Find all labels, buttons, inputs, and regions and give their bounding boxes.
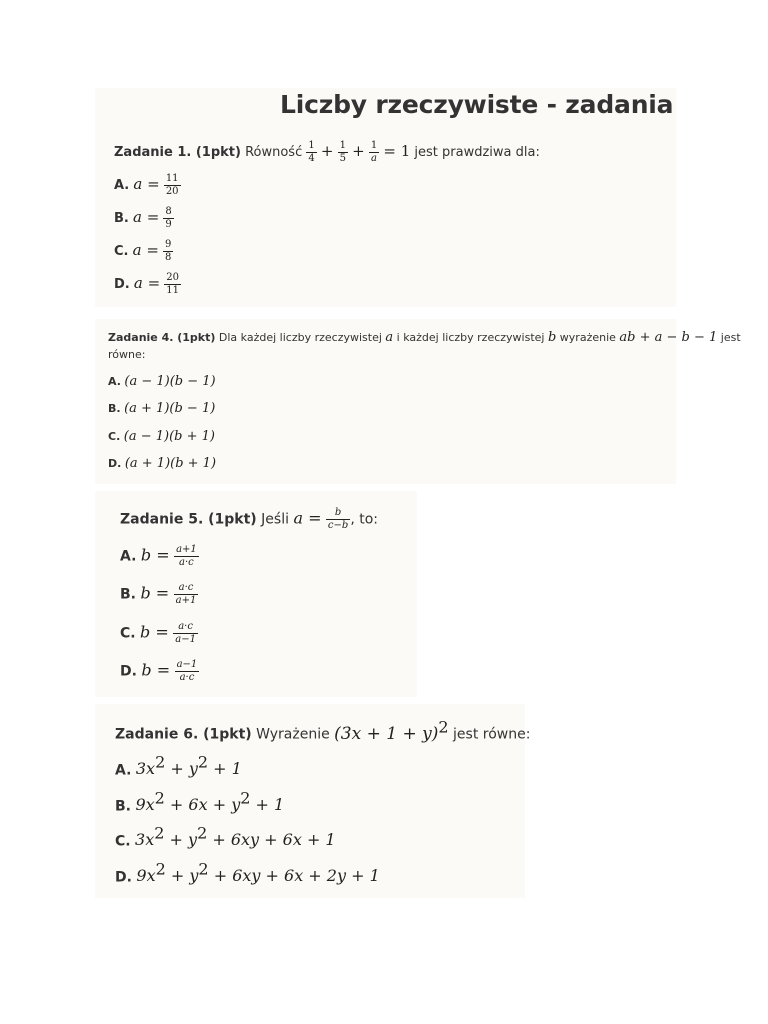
- task-6-question: Zadanie 6. (1pkt) Wyrażenie $(3x + 1 + y)^2$ jest równe:: [115, 717, 531, 744]
- task-5-option-a: A. b = $\frac{a+1}{a\cdot c}$: [120, 544, 197, 568]
- task-1-text-before: Równość: [245, 145, 303, 160]
- task-6-option-a: A. $3x^2 + y^2 + 1$: [115, 753, 242, 779]
- task-4-option-a: A. (a − 1)(b − 1): [108, 374, 216, 389]
- task-4-option-c: C. (a − 1)(b + 1): [108, 429, 215, 444]
- task-1-option-b: B. a = $\frac{8}{9}$: [114, 206, 172, 230]
- task-4-option-d: D. (a + 1)(b + 1): [108, 456, 217, 471]
- task-card-4: [95, 319, 741, 484]
- task-card-6: [95, 704, 531, 898]
- eq-frac3-den: a: [371, 153, 378, 164]
- page-title: Liczby rzeczywiste - zadania: [280, 90, 674, 119]
- task-6-option-d: D. $9x^2 + y^2 + 6xy + 6x + 2y + 1$: [115, 860, 380, 886]
- eq-frac1-den: 4: [308, 153, 315, 164]
- task-5-label: Zadanie 5. (1pkt): [120, 511, 257, 528]
- eq-plus1: +: [320, 142, 334, 160]
- eq-frac3-num: 1: [370, 140, 378, 151]
- task-6-option-c: C. $3x^2 + y^2 + 6xy + 6x + 1$: [115, 824, 336, 850]
- task-4-option-b: B. (a + 1)(b − 1): [108, 401, 216, 416]
- eq-frac1-num: 1: [308, 140, 315, 151]
- task-4-question-line1: Zadanie 4. (1pkt) Dla każdej liczby rzeczywistej a i każdej liczby rzeczywistej b wyrażenie ab + a − b − 1 jest: [108, 330, 741, 345]
- task-5-option-c: C. b = $\frac{a\cdot c}{a-1}$: [120, 621, 196, 645]
- task-card-1: [95, 88, 676, 307]
- eq-plus2: +: [352, 142, 365, 160]
- task-card-5: [95, 491, 417, 697]
- task-1-option-c: C. a = $\frac{9}{8}$: [114, 239, 172, 263]
- task-5-option-d: D. b = $\frac{a-1}{a\cdot c}$: [120, 659, 198, 683]
- task-1-option-d: D. a = $\frac{20}{11}$: [114, 272, 180, 296]
- task-1-question: [114, 141, 540, 164]
- task-4-question-line2: równe:: [108, 348, 146, 361]
- task-5-option-b: B. b = $\frac{a\cdot c}{a+1}$: [120, 582, 197, 606]
- task-4-label: Zadanie 4. (1pkt): [108, 331, 216, 344]
- eq-rhs: = 1: [383, 142, 411, 160]
- task-1-label: Zadanie 1. (1pkt): [114, 145, 241, 160]
- task-6-label: Zadanie 6. (1pkt): [115, 726, 252, 743]
- task-6-option-b: B. $9x^2 + 6x + y^2 + 1$: [115, 789, 285, 815]
- task-4-expression: ab + a − b − 1: [619, 330, 718, 345]
- eq-frac2-den: 5: [339, 153, 346, 164]
- eq-frac2-num: 1: [339, 140, 346, 151]
- task-1-text-after: jest prawdziwa dla:: [414, 145, 540, 160]
- task-5-question: Zadanie 5. (1pkt) Jeśli a = $\frac{b}{c-b}$ , to:: [120, 507, 378, 531]
- task-1-option-a: A. a = $\frac{11}{20}$: [114, 173, 179, 197]
